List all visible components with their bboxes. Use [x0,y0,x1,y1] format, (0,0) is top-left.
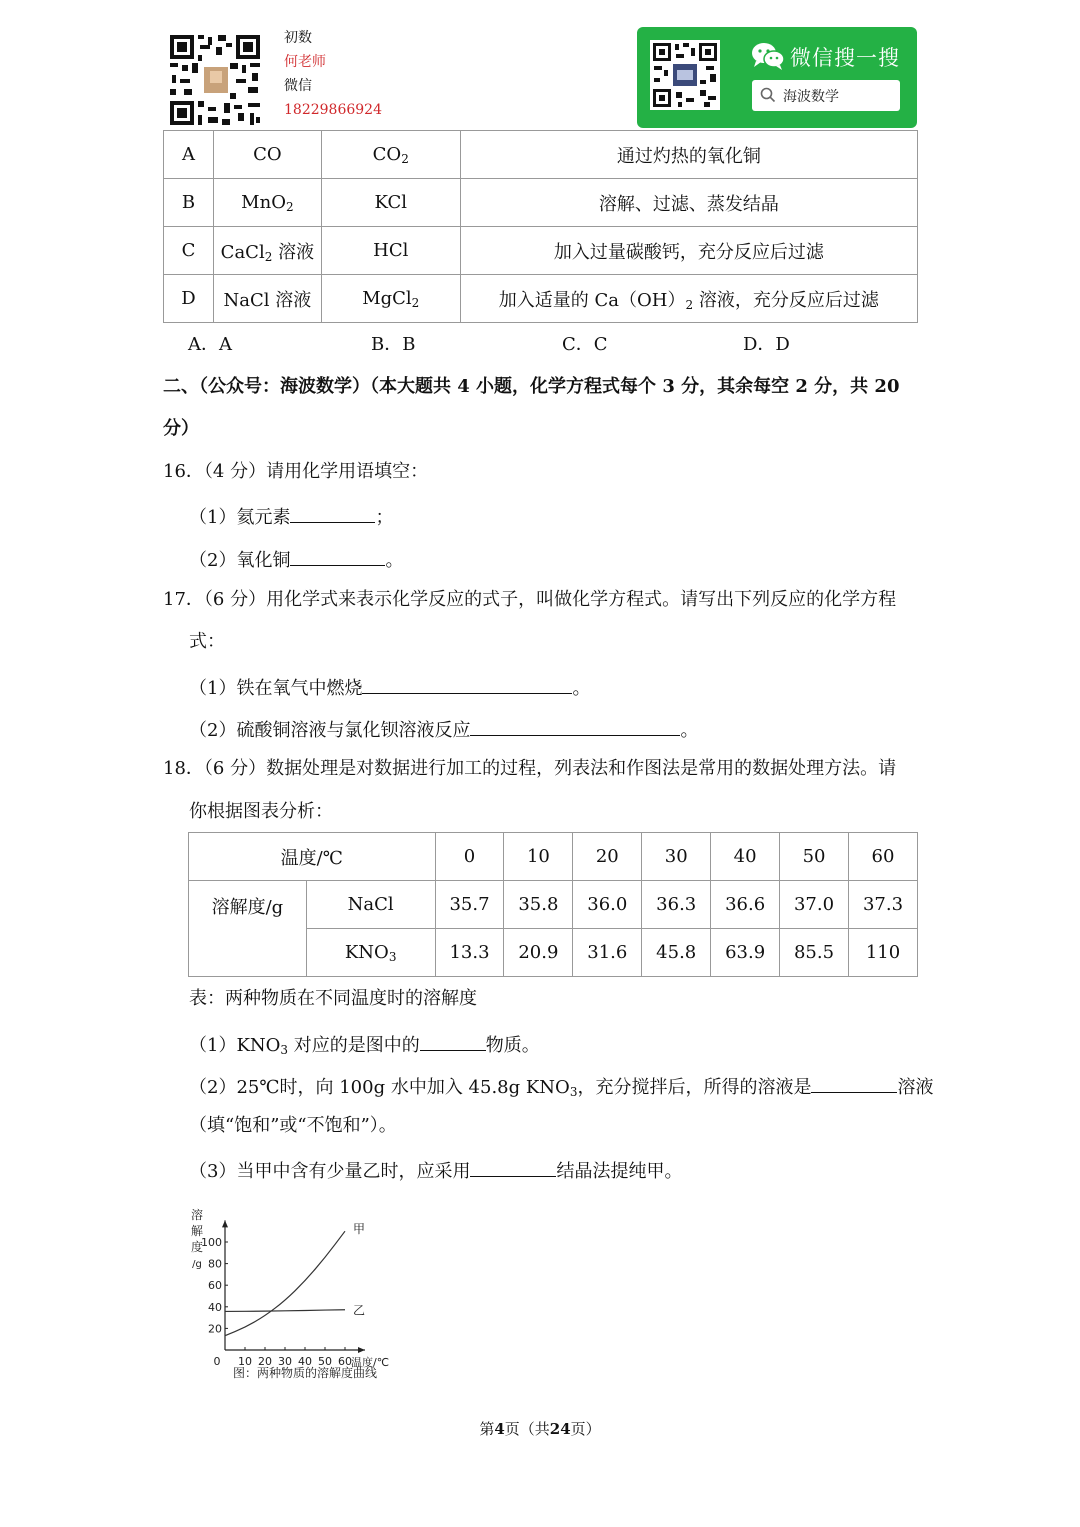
header-phone: 18229866924 [284,102,382,118]
y-tick-label: 60 [208,1279,222,1293]
page-number: 4 [494,1420,505,1438]
choice-b: B．B [371,334,416,355]
wechat-search-text: 海波数学 [783,89,839,105]
table-row [164,275,918,323]
formula-mgcl2: MgCl$_2$ [362,288,420,310]
solubility-table [188,832,918,977]
x-tick-label: 20 [258,1355,272,1368]
table-row [164,227,918,275]
impurity-cell [321,275,460,323]
option-cell: D [164,275,214,323]
answer-blank[interactable] [362,673,572,694]
table-row [189,881,918,929]
search-icon [760,87,776,103]
impurity-removal-table [163,130,918,323]
q17-part2: （2）硫酸铜溶液与氯化钡溶液反应 。 [189,715,698,743]
choice-c: C．C [562,334,608,355]
choice-d: D．D [743,334,790,355]
nacl-cell: 35.8 [504,881,573,929]
x-tick-label: 50 [318,1355,332,1368]
option-cell: C [164,227,214,275]
nacl-label: NaCl [306,881,435,929]
answer-blank[interactable] [290,502,375,523]
temp-cell: 60 [848,833,917,881]
nacl-cell: 36.6 [711,881,780,929]
header-wechat-label: 微信 [284,78,312,94]
x-tick-label: 40 [298,1355,312,1368]
kno3-label: $KNO_3$ [306,929,435,977]
q18-part1: $(1)KNO_3$ 对应的是图中的 物质。 [189,1030,540,1058]
method-cell: 加入过量碳酸钙，充分反应后过滤 [460,227,917,275]
qr-code-right [650,40,720,110]
y-axis-label-char: 溶 [190,1208,204,1222]
table-row [164,131,918,179]
y-axis-arrow [222,1220,228,1227]
q17-stem: 17．（6 分）用化学式来表示化学反应的式子，叫做化学方程式。请写出下列反应的化学方程 [163,589,897,610]
substance-cell [213,227,321,275]
page-footer: 第4页（共24页） [479,1420,601,1438]
section2-heading: 二、（公众号：海波数学）（本大题共 4 小题，化学方程式每个 3 分，其余每空 2 分，共 20 [163,376,900,397]
x-axis-label: 温度/℃ [351,1356,390,1369]
q16-part2: （2）氧化铜 。 [189,545,403,573]
page-total: 24 [549,1420,571,1438]
q18-stem: 18．（6 分）数据处理是对数据进行加工的过程，列表法和作图法是常用的数据处理方法。请 [163,758,897,779]
wechat-search-box [752,80,900,111]
x-tick-label: 10 [238,1355,252,1368]
kno3-cell: 45.8 [642,929,711,977]
kno3-cell: 20.9 [504,929,573,977]
answer-blank[interactable] [420,1030,486,1051]
method-cell [460,275,917,323]
impurity-cell [321,131,460,179]
substance-cell: NaCl 溶液 [213,275,321,323]
series-line-yi [225,1310,345,1312]
y-tick-label: 80 [208,1257,222,1271]
q17-stem-cont: 式： [189,631,225,652]
q17-part1: （1）铁在氧气中燃烧 。 [189,673,590,701]
nacl-cell: 37.3 [848,881,917,929]
formula-co2: $CO_2$ [372,144,409,166]
temp-cell: 20 [573,833,642,881]
q18-part2: （2）25℃时，向 100g 水中加入 45.8g $KNO_3$，充分搅拌后，所得的溶液是 溶液 [189,1072,933,1100]
table-row [189,833,918,881]
series-label: 甲 [353,1222,366,1237]
series-label: 乙 [353,1303,366,1318]
solubility-curve-chart [185,1195,415,1385]
kno3-cell: 13.3 [435,929,504,977]
substance-cell: CO [213,131,321,179]
option-cell: B [164,179,214,227]
temp-cell: 50 [780,833,849,881]
impurity-cell: HCl [321,227,460,275]
kno3-cell: 63.9 [711,929,780,977]
table-row [164,179,918,227]
kno3-cell: 110 [848,929,917,977]
section2-heading-cont: 分） [163,418,199,439]
temp-header: 温度/℃ [189,833,436,881]
q16-stem: 16．（4 分）请用化学用语填空： [163,461,429,482]
header-line1: 初数 [284,30,312,46]
temp-cell: 10 [504,833,573,881]
kno3-cell: 31.6 [573,929,642,977]
nacl-cell: 35.7 [435,881,504,929]
header-teacher: 何老师 [284,54,326,70]
impurity-cell: KCl [321,179,460,227]
answer-blank[interactable] [470,1156,556,1177]
q18-stem-cont: 你根据图表分析： [189,801,333,822]
wechat-logo-icon [750,40,786,72]
x-tick-label: 60 [338,1355,352,1368]
x-axis-arrow [358,1347,365,1353]
q18-part2-cont: （填“饱和”或“不饱和”）。 [189,1115,397,1136]
method-d-text: 加入适量的 $Ca(OH)_2$ 溶液，充分反应后过滤 [498,289,879,312]
q18-part3: （3）当甲中含有少量乙时，应采用 结晶法提纯甲。 [189,1156,682,1184]
q16-part1: （1）氦元素 ； [189,502,393,530]
nacl-cell: 36.0 [573,881,642,929]
nacl-cell: 37.0 [780,881,849,929]
temp-cell: 40 [711,833,780,881]
method-cell: 通过灼热的氧化铜 [460,131,917,179]
nacl-cell: 36.3 [642,881,711,929]
answer-blank[interactable] [811,1072,897,1093]
y-axis-label-char: 解 [190,1224,204,1238]
method-cell: 溶解、过滤、蒸发结晶 [460,179,917,227]
y-tick-label: 20 [208,1322,222,1336]
y-tick-label: 40 [208,1300,222,1314]
table-caption: 表：两种物质在不同温度时的溶解度 [189,988,477,1009]
x-tick-label: 30 [278,1355,292,1368]
option-cell: A [164,131,214,179]
kno3-cell: 85.5 [780,929,849,977]
wechat-banner-title: 微信搜一搜 [790,46,900,70]
formula-cacl2: CaCl$_2$ 溶液 [220,241,315,264]
y-axis-label-char: /g [192,1259,202,1270]
chart-title: 图：两种物质的溶解度曲线 [233,1366,378,1380]
solubility-header: 溶解度/g [189,881,307,977]
formula-mno2: MnO$_2$ [241,192,294,214]
temp-cell: 0 [435,833,504,881]
answer-blank[interactable] [470,715,680,736]
qr-code-left [168,33,262,127]
y-axis-label-char: 度 [190,1240,204,1254]
answer-blank[interactable] [290,545,385,566]
y-tick-label: 100 [201,1236,222,1249]
x-tick-label: 0 [213,1355,221,1368]
series-line-jia [225,1231,345,1335]
choice-a: A．A [188,334,232,355]
temp-cell: 30 [642,833,711,881]
substance-cell [213,179,321,227]
